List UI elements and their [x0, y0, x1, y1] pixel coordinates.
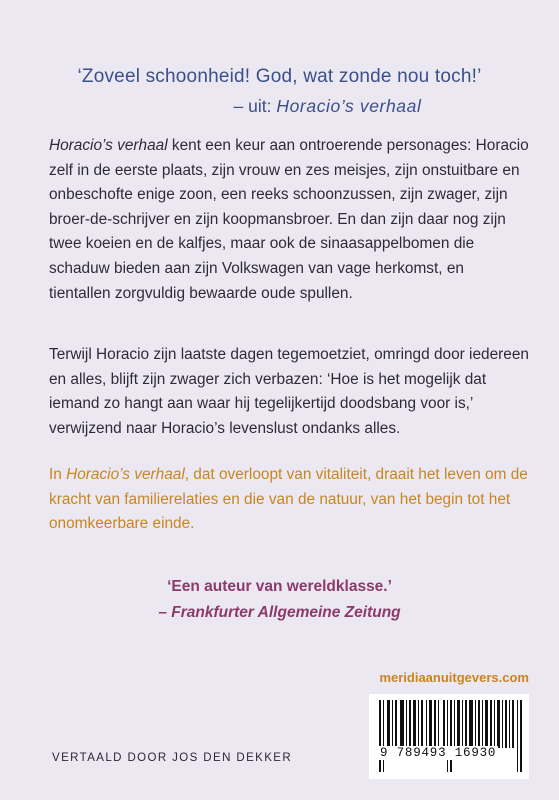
barcode-bars-icon	[377, 700, 527, 772]
book-title-inline: Horacio’s verhaal	[66, 466, 185, 483]
description-paragraph-2: Terwijl Horacio zijn laatste dagen tegemoetziet, omringd door iedereen en alles, blijft zijn zwager zich verbazen: ‘Hoe is het mogelijk dat iemand zo hangt aan waar hij tegelijkertijd doodsbang voor is,’ verwijzend naar Horacio’s levenslust ondanks alles.	[49, 346, 529, 437]
barcode	[369, 694, 529, 779]
top-quote-attribution-title: Horacio’s verhaal	[276, 96, 422, 116]
review-quote-source: – Frankfurter Allgemeine Zeitung	[158, 604, 401, 621]
description-paragraph-1	[49, 134, 529, 306]
book-title-inline: Horacio’s verhaal	[49, 137, 168, 154]
top-quote-attribution	[96, 96, 559, 117]
paragraph-3-text: , dat overloopt van vitaliteit, draait het leven om de kracht van familierelaties en die van de natuur, van het begin tot het onomkeerbare einde.	[49, 466, 528, 533]
top-quote-text: ‘Zoveel schoonheid! God, wat zonde nou toch!’	[77, 66, 482, 87]
review-quote	[0, 574, 559, 626]
paragraph-1-text: kent een keur aan ontroerende personages: Horacio zelf in de eerste plaats, zijn vrouw en zes meisjes, zijn onstuitbare en onbeschofte enige zoon, een reeks schoonzussen, zijn zwager, zijn broer-de-schrijver en zijn koopmansbroer. En dan zijn daar nog zijn twee koeien en de kalfjes, maar ook de sinaasappelbomen die schaduw bieden aan zijn Volkswagen van vage herkomst, en tientallen zorgvuldig bewaarde oude spullen.	[49, 137, 529, 302]
isbn-number: 9 789493 16930	[380, 746, 497, 760]
translator-credit: VERTAALD DOOR JOS DEN DEKKER	[52, 752, 293, 764]
top-quote	[0, 66, 559, 117]
paragraph-3-prefix: In	[49, 466, 67, 483]
description-paragraph-3	[49, 463, 529, 537]
top-quote-attribution-prefix: – uit:	[233, 96, 277, 116]
review-quote-text: ‘Een auteur van wereldklasse.’	[167, 578, 392, 595]
publisher-website: meridiaanuitgevers.com	[379, 670, 529, 685]
